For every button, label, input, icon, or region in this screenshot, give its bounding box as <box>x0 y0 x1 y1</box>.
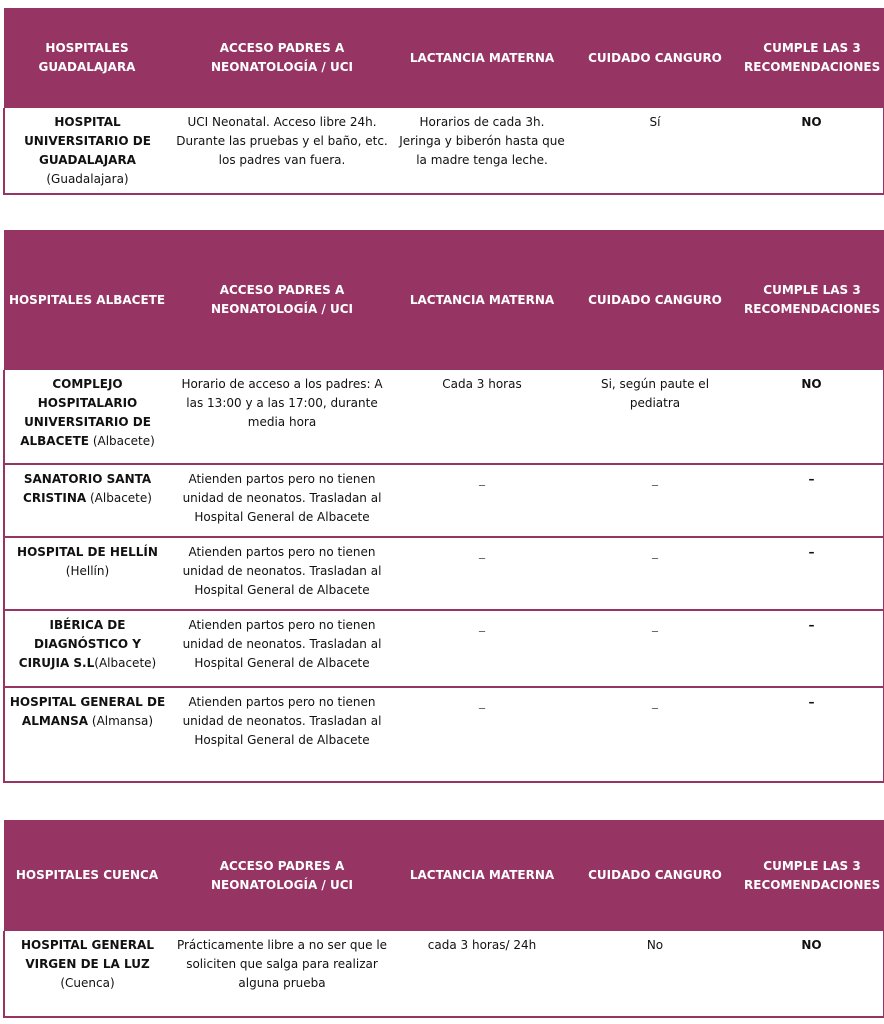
hospital-location: (Albacete) <box>92 434 155 448</box>
albacete-table <box>3 230 884 783</box>
lactation-header: LACTANCIA MATERNA <box>394 820 570 931</box>
hospital-cell <box>4 108 170 194</box>
access-cell: Horario de acceso a los padres: A las 13:00 y a las 17:00, durante media hora <box>170 370 394 464</box>
table-row <box>4 931 884 1017</box>
access-header: ACCESO PADRES A NEONATOLOGÍA / UCI <box>170 8 394 108</box>
kangaroo-cell: _ <box>570 537 740 610</box>
kangaroo-cell: _ <box>570 610 740 687</box>
access-header: ACCESO PADRES A NEONATOLOGÍA / UCI <box>170 230 394 370</box>
kangaroo-header: CUIDADO CANGURO <box>570 820 740 931</box>
table-header-row <box>4 8 884 108</box>
cuenca-table <box>3 820 884 1018</box>
hospital-location: (Guadalajara) <box>46 172 129 186</box>
complies-header: CUMPLE LAS 3 RECOMENDACIONES <box>740 8 884 108</box>
complies-cell: NO <box>740 370 884 464</box>
access-cell: UCI Neonatal. Acceso libre 24h. Durante las pruebas y el baño, etc. los padres van fuera. <box>170 108 394 194</box>
hospital-cell <box>4 537 170 610</box>
kangaroo-cell: _ <box>570 687 740 782</box>
kangaroo-cell: Si, según paute el pediatra <box>570 370 740 464</box>
lactation-cell: _ <box>394 537 570 610</box>
hospital-cell <box>4 464 170 537</box>
table-header-row <box>4 230 884 370</box>
kangaroo-cell: Sí <box>570 108 740 194</box>
table-header-row <box>4 820 884 931</box>
hospital-name: SANATORIO SANTA CRISTINA <box>23 472 152 505</box>
table-row <box>4 464 884 537</box>
region-header: HOSPITALES GUADALAJARA <box>4 8 170 108</box>
hospital-location: (Albacete) <box>94 656 157 670</box>
complies-cell: – <box>740 610 884 687</box>
complies-header: CUMPLE LAS 3 RECOMENDACIONES <box>740 230 884 370</box>
table-row <box>4 610 884 687</box>
access-cell: Prácticamente libre a no ser que le soliciten que salga para realizar alguna prueba <box>170 931 394 1017</box>
region-header: HOSPITALES CUENCA <box>4 820 170 931</box>
access-cell: Atienden partos pero no tienen unidad de neonatos. Trasladan al Hospital General de Albacete <box>170 537 394 610</box>
lactation-header: LACTANCIA MATERNA <box>394 230 570 370</box>
lactation-cell: cada 3 horas/ 24h <box>394 931 570 1017</box>
complies-cell: NO <box>740 931 884 1017</box>
complies-cell: – <box>740 464 884 537</box>
lactation-cell: Cada 3 horas <box>394 370 570 464</box>
lactation-cell: _ <box>394 610 570 687</box>
kangaroo-header: CUIDADO CANGURO <box>570 230 740 370</box>
region-header: HOSPITALES ALBACETE <box>4 230 170 370</box>
hospital-cell <box>4 687 170 782</box>
access-cell: Atienden partos pero no tienen unidad de neonatos. Trasladan al Hospital General de Albacete <box>170 687 394 782</box>
hospital-name: COMPLEJO HOSPITALARIO UNIVERSITARIO DE ALBACETE <box>20 377 151 448</box>
hospital-name: HOSPITAL GENERAL VIRGEN DE LA LUZ <box>21 938 154 971</box>
hospital-location: (Hellín) <box>65 564 110 578</box>
complies-header: CUMPLE LAS 3 RECOMENDACIONES <box>740 820 884 931</box>
hospital-location: (Albacete) <box>90 491 152 505</box>
lactation-cell: _ <box>394 687 570 782</box>
hospital-cell <box>4 370 170 464</box>
hospital-name: HOSPITAL DE HELLÍN <box>17 545 158 559</box>
hospital-cell <box>4 931 170 1017</box>
kangaroo-cell: _ <box>570 464 740 537</box>
table-row <box>4 687 884 782</box>
hospital-name: IBÉRICA DE DIAGNÓSTICO Y CIRUJIA S.L <box>18 618 141 670</box>
guadalajara-table <box>3 8 884 195</box>
complies-cell: – <box>740 687 884 782</box>
table-row <box>4 370 884 464</box>
kangaroo-header: CUIDADO CANGURO <box>570 8 740 108</box>
lactation-cell: _ <box>394 464 570 537</box>
kangaroo-cell: No <box>570 931 740 1017</box>
access-header: ACCESO PADRES A NEONATOLOGÍA / UCI <box>170 820 394 931</box>
complies-cell: NO <box>740 108 884 194</box>
complies-cell: – <box>740 537 884 610</box>
lactation-cell: Horarios de cada 3h. Jeringa y biberón hasta que la madre tenga leche. <box>394 108 570 194</box>
lactation-header: LACTANCIA MATERNA <box>394 8 570 108</box>
table-row <box>4 537 884 610</box>
hospital-name: HOSPITAL GENERAL DE ALMANSA <box>9 695 166 728</box>
hospital-name: HOSPITAL UNIVERSITARIO DE GUADALAJARA <box>24 115 151 167</box>
hospital-cell <box>4 610 170 687</box>
access-cell: Atienden partos pero no tienen unidad de neonatos. Trasladan al Hospital General de Albacete <box>170 464 394 537</box>
access-cell: Atienden partos pero no tienen unidad de neonatos. Trasladan al Hospital General de Albacete <box>170 610 394 687</box>
table-row <box>4 108 884 194</box>
hospital-location: (Almansa) <box>91 714 154 728</box>
hospital-location: (Cuenca) <box>60 976 115 990</box>
